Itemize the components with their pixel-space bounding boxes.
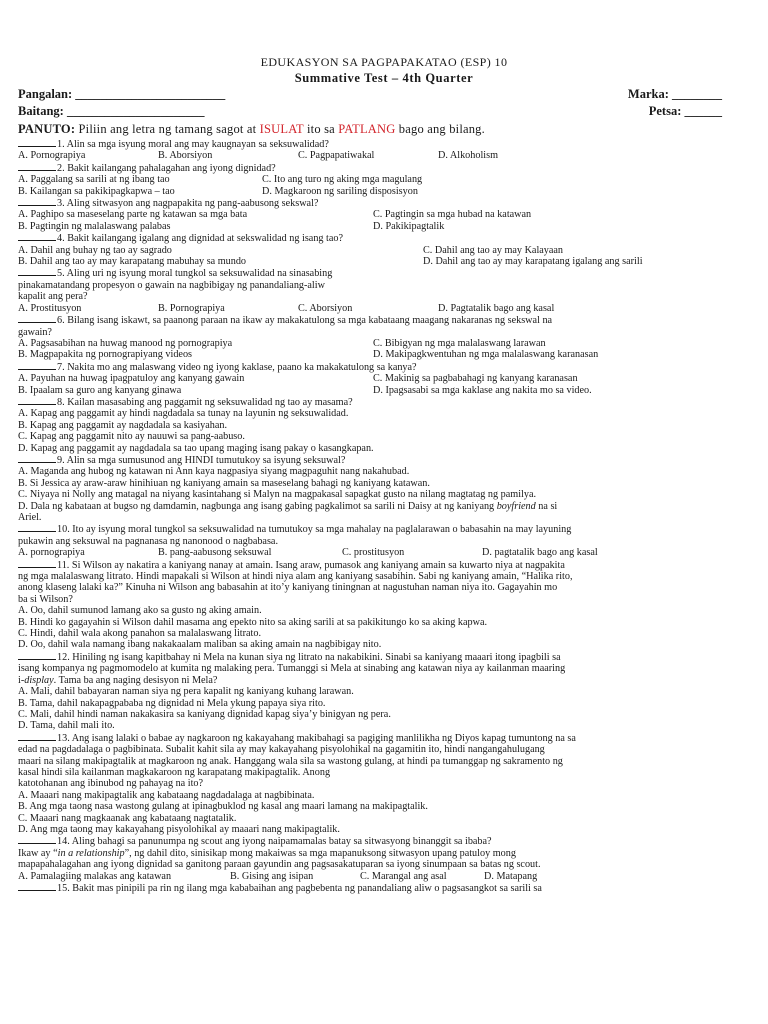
option: C. Pagpapatiwakal (298, 150, 375, 162)
option: D. Dala ng kabataan at bugso ng damdamin, nagbunga ang isang gabing pagkalimot sa sarili ni Daisy at ng kaniyang boyfriend na si (18, 500, 558, 512)
option: B. Si Jessica ay araw-araw hinihiuan ng kaniyang amain sa maseselang bahagi ng kaniyang katawan. (18, 477, 430, 489)
option: D. Oo, dahil wala namang ibang nakakaalam maliban sa aking amain na nagbibigay nito. (18, 639, 382, 651)
directions-lead: PANUTO: (18, 122, 76, 136)
option: A. Pagsasabihan na huwag manood ng pornograpiya (18, 337, 233, 349)
option: D. Magkaroon ng sariling disposisyon (262, 185, 418, 197)
option: B. Aborsiyon (158, 150, 213, 162)
question-2: 2. Bakit kailangang pahalagahan ang iyong dignidad? (18, 162, 750, 174)
score-field[interactable]: Marka: ________ (627, 87, 722, 101)
option: A. Dahil ang buhay ng tao ay sagrado (18, 244, 172, 256)
answer-blank[interactable] (18, 197, 56, 206)
answer-blank[interactable] (18, 559, 56, 568)
name-row (18, 86, 750, 103)
option: A. Mali, dahil babayaran naman siya ng pera kapalit ng kaniyang kuhang larawan. (18, 686, 354, 698)
option: B. Kailangan sa pakikipagkapwa – tao (18, 185, 175, 197)
option: C. Marangal ang asal (360, 870, 447, 882)
question-12: 12. Hiniling ng isang kapitbahay ni Mela na kunan siya ng litrato na nakabikini. Sinabi sa kaniyang maaari itong ipagbili sa (18, 651, 750, 663)
question-9: 9. Alin sa mga sumusunod ang HINDI tumutukoy sa isyung seksuwal? (18, 454, 750, 466)
answer-blank[interactable] (18, 267, 56, 276)
option: A. Kapag ang paggamit ay hindi nagdadala sa tunay na layunin ng seksuwalidad. (18, 408, 349, 420)
question-4: 4. Bakit kailangang igalang ang dignidad at sekswalidad ng isang tao? (18, 232, 750, 244)
option: B. Ang mga taong nasa wastong gulang at ipinagbuklod ng kasal ang maari lamang na makipagtalik. (18, 801, 428, 813)
option: C. Kapag ang paggamit nito ay nauuwi sa pang-aabuso. (18, 431, 245, 443)
option: A. Pamalagiing malakas ang katawan (18, 870, 172, 882)
directions: PANUTO: Piliin ang letra ng tamang sagot at ISULAT ito sa PATLANG bago ang bilang. (18, 122, 485, 136)
name-field[interactable]: Pangalan: ________________________ (18, 87, 226, 101)
option: D. Kapag ang paggamit ay nagdadala sa tao upang maging isang pakay o kasangkapan. (18, 442, 374, 454)
question-5: 5. Aling uri ng isyung moral tungkol sa seksuwalidad na sinasabing (18, 267, 750, 279)
answer-blank[interactable] (18, 314, 56, 323)
answer-blank[interactable] (18, 396, 56, 405)
option: B. Tama, dahil nakapagpababa ng dignidad ni Mela ykung papaya siya rito. (18, 697, 326, 709)
option: C. Dahil ang tao ay may Kalayaan (423, 244, 564, 256)
option: C. Mali, dahil hindi naman nakakasira sa kaniyang dignidad kapag siya’y binigyan ng pera. (18, 708, 391, 720)
worksheet-page: EDUKASYON SA PAGPAPAKATAO (ESP) 10 Summative Test – 4th Quarter Pangalan: ________________________ Marka: ________ Baitang: ______________________ Petsa: ______ PANUTO: Piliin ang letra ng tamang sagot at ISULAT ito sa PATLANG bago ang bilang. 1. Alin sa mga isyung moral ang may kaugnayan sa seksuwalidad? A. Pornograpiya B. Aborsiyon C. Pagpapatiwakal D. Alkoholism 2. Bakit kailangang pahalagahan ang iyong dignidad? A. Paggalang sa sarili at ng ibang tao C. Ito ang turo ng aking mga magulang B. Kailangan sa pakikipagkapwa – tao D. Magkaroon ng sariling disposisyon 3. Aling sitwasyon ang nagpapakita ng pang-aabusong sekswal? A. Paghipo sa maseselang parte ng katawan sa mga bata C. Pagtingin sa mga hubad na katawan B. Pagtingin ng malalaswang palabas D. Pakikipagtalik 4. Bakit kailangang igalang ang dignidad at sekswalidad ng isang tao? A. Dahil ang buhay ng tao ay sagrado C. Dahil ang tao ay may Kalayaan B. Dahil ang tao ay may karapatang mabuhay sa mundo D. Dahil ang tao ay may karapatang igalang ang sarili 5. Aling uri ng isyung moral tungkol sa seksuwalidad na sinasabing pinakamatandang propesyon o gawain na nagbibigay ng panandaliang-aliw kapalit ang pera? A. Prostitusyon B. Pornograpiya C. Aborsiyon D. Pagtatalik bago ang kasal 6. Bilang isang iskawt, sa paanong paraan na ikaw ay makakatulong sa mga kabataang maagang nakaranas ng sekswal na gawain? A. Pagsasabihan na huwag manood ng pornograpiya C. Bibigyan ng mga malalaswang larawan B. Magpapakita ng pornograpiyang videos D. Makipagkwentuhan ng mga malalaswang karanasan 7. Nakita mo ang malaswang video ng iyong kaklase, paano ka makakatulong sa kanya? A. Payuhan na huwag ipagpatuloy ang kanyang gawain C. Makinig sa pagbabahagi ng kanyang karanasan B. Ipaalam sa guro ang kanyang ginawa D. Ipagsasabi sa mga kaklase ang nakita mo sa video. 8. Kailan masasabing ang paggamit ng seksuwalidad ng tao ay masama? A. Kapag ang paggamit ay hindi nagdadala sa tunay na layunin ng seksuwalidad. B. Kapag ang paggamit ay nagdadala sa kasiyahan. C. Kapag ang paggamit nito ay nauuwi sa pang-aabuso. D. Kapag ang paggamit ay nagdadala sa tao upang maging isang pakay o kasangkapan. 9. Alin sa mga sumusunod ang HINDI tumutukoy sa isyung seksuwal? A. Maganda ang hubog ng katawan ni Ann kaya nagpasiya siyang magpaguhit nang nakahubad. B. Si Jessica ay araw-araw hinihiuan ng kaniyang amain sa maseselang bahagi ng kaniyang katawan. C. Niyaya ni Nolly ang matagal na niyang kasintahang si Malyn na magpakasal sapagkat gusto na nilang magtatag ng pamilya. D. Dala ng kabataan at bugso ng damdamin, nagbunga ang isang gabing pagkalimot sa sarili ni Daisy at ng kaniyang boyfriend na si Ariel. 10. Ito ay isyung moral tungkol sa seksuwalidad na tumutukoy sa mga mahalay na paglalarawan o babasahin na may layuning pukawin ang seksuwal na pagnanasa ng nanonood o nagbabasa. A. pornograpiya B. pang-aabusong seksuwal C. prostitusyon D. pagtatalik bago ang kasal 11. Si Wilson ay nakatira a kaniyang nanay at amain. Isang araw, pumasok ang kaniyang amain sa kuwarto niya at nagpakita ng mga malalaswang litrato. Hindi mapakali si Wilson at hindi niya alam ang kaniyang sasabihin. Sabi ng kaniyang amain, “Halika rito, anong klaseng lalaki ka?” Kinuha ni Wilson ang babasahin at ito’y kaniyang tiningnan at nagustuhan naman niya ito. Gagayahin mo ba si Wilson? A. Oo, dahil sumunod lamang ako sa gusto ng aking amain. B. Hindi ko gagayahin si Wilson dahil masama ang epekto nito sa aking sarili at sa pakikitungo ko sa aking kapwa. C. Hindi, dahil wala akong panahon sa malalaswang litrato. D. Oo, dahil wala namang ibang nakakaalam maliban sa aking amain na nagbibigay nito. 12. Hiniling ng isang kapitbahay ni Mela na kunan siya ng litrato na nakabikini. Sinabi sa kaniyang maaari itong ipagbili sa isang kompanya ng pagmomodelo at kumita ng malaking pera. Tumanggi si Mela at sinabing ang katawan niya ay kailanman maaring i-display. Tama ba ang naging desisyon ni Mela? A. Mali, dahil babayaran naman siya ng pera kapalit ng kaniyang kuhang larawan. B. Tama, dahil nakapagpababa ng dignidad ni Mela ykung papaya siya rito. C. Mali, dahil hindi naman nakakasira sa kaniyang dignidad kapag siya’y binigyan ng pera. D. Tama, dahil mali ito. 13. Ang isang lalaki o babae ay nagkaroon ng kakayahang makibahagi sa pagiging manlilikha ng Diyos kapag tumuntong na sa edad na pagdadalaga o pagbibinata. Subalit kahit sila ay may kakayahang pisyolohikal na gagamitin ito, hindi nangangahulugang maari na silang makipagtalik at magkaroon ng anak. Hanggang wala sila sa wastong gulang, at hindi pa tumanggap ng sakramento ng kasal hindi sila kailanman magkakaroon ng karapatang makipagtalik. Anong katotohanan ang ibinubod ng pahayag na ito? A. Maaari nang makipagtalik ang kabataang nagdadalaga at nagbibinata. B. Ang mga taong nasa wastong gulang at ipinagbuklod ng kasal ang maari lamang na makipagtalik. C. Maaari nang magkaanak ang kabataang nagtatalik. D. Ang mga taong may kakayahang pisyolohikal ay maaari nang makipagtalik. 14. Aling bahagi sa panunumpa ng scout ang iyong naipamamalas batay sa sitwasyong binanggit sa ibaba? Ikaw ay “in a relationship”, ng dahil dito, sinisikap mong makaiwas sa mga mapanuksong sitwasyon upang patuloy mong mapapahalagahan ang iyong dignidad sa ganitong paraan gayundin ang pagsasakatuparan sa iyong sinumpaan sa batas ng scout. A. Pamalagiing malakas ang katawan B. Gising ang isipan C. Marangal ang asal D. Matapang 15. Bakit mas pinipili pa rin ng ilang mga kababaihan ang pagbebenta ng panandaliang aliw o pagsasangkot sa sarili sa (0, 0, 768, 1024)
question-11: 11. Si Wilson ay nakatira a kaniyang nanay at amain. Isang araw, pumasok ang kaniyang amain sa kuwarto niya at nagpakita (18, 559, 750, 571)
option: A. Paghipo sa maseselang parte ng katawan sa mga bata (18, 209, 248, 221)
question-1: 1. Alin sa mga isyung moral ang may kaugnayan sa seksuwalidad? (18, 138, 750, 150)
question-8: 8. Kailan masasabing ang paggamit ng seksuwalidad ng tao ay masama? (18, 396, 750, 408)
question-15: 15. Bakit mas pinipili pa rin ng ilang mga kababaihan ang pagbebenta ng panandaliang aliw o pagsasangkot sa sarili sa (18, 882, 750, 894)
option: B. Pagtingin ng malalaswang palabas (18, 220, 171, 232)
answer-blank[interactable] (18, 162, 56, 171)
directions-patlang: PATLANG (338, 122, 396, 136)
answer-blank[interactable] (18, 732, 56, 741)
answer-blank[interactable] (18, 523, 56, 532)
option: B. Ipaalam sa guro ang kanyang ginawa (18, 384, 182, 396)
date-field[interactable]: Petsa: ______ (648, 104, 722, 118)
option: D. Makipagkwentuhan ng mga malalaswang karanasan (373, 349, 599, 361)
option: D. pagtatalik bago ang kasal (482, 547, 598, 559)
document-subtitle: Summative Test – 4th Quarter (294, 71, 474, 85)
option: A. Pornograpiya (18, 150, 86, 162)
directions-isulat: ISULAT (259, 122, 304, 136)
option: C. Ito ang turo ng aking mga magulang (262, 174, 423, 186)
option: A. Payuhan na huwag ipagpatuloy ang kanyang gawain (18, 373, 245, 385)
option: B. Hindi ko gagayahin si Wilson dahil masama ang epekto nito sa aking sarili at sa pakikitungo ko sa aking kapwa. (18, 616, 488, 628)
option: B. Dahil ang tao ay may karapatang mabuhay sa mundo (18, 256, 247, 268)
option: C. Hindi, dahil wala akong panahon sa malalaswang litrato. (18, 628, 262, 640)
answer-blank[interactable] (18, 882, 56, 891)
option: A. Oo, dahil sumunod lamang ako sa gusto ng aking amain. (18, 605, 262, 617)
option: B. Pornograpiya (158, 302, 225, 314)
option: D. Dahil ang tao ay may karapatang igalang ang sarili (423, 256, 643, 268)
option: A. Maganda ang hubog ng katawan ni Ann kaya nagpasiya siyang magpaguhit nang nakahubad. (18, 466, 410, 478)
answer-blank[interactable] (18, 232, 56, 241)
answer-blank[interactable] (18, 651, 56, 660)
option: C. Aborsiyon (298, 302, 353, 314)
option: D. Ipagsasabi sa mga kaklase ang nakita mo sa video. (373, 384, 592, 396)
option: B. pang-aabusong seksuwal (158, 547, 272, 559)
question-6: 6. Bilang isang iskawt, sa paanong paraan na ikaw ay makakatulong sa mga kabataang maagang nakaranas ng sekswal na (18, 314, 750, 326)
question-13: 13. Ang isang lalaki o babae ay nagkaroon ng kakayahang makibahagi sa pagiging manlilikha ng Diyos kapag tumuntong na sa (18, 732, 750, 744)
option: D. Matapang (484, 870, 538, 882)
grade-field[interactable]: Baitang: ______________________ (18, 104, 205, 118)
option: D. Ang mga taong may kakayahang pisyolohikal ay maaari nang makipagtalik. (18, 823, 340, 835)
option: A. pornograpiya (18, 547, 85, 559)
option: C. Makinig sa pagbabahagi ng kanyang karanasan (373, 373, 578, 385)
question-10: 10. Ito ay isyung moral tungkol sa seksuwalidad na tumutukoy sa mga mahalay na paglalarawan o babasahin na may layuning (18, 523, 750, 535)
document-title: EDUKASYON SA PAGPAPAKATAO (ESP) 10 (260, 55, 508, 69)
question-3: 3. Aling sitwasyon ang nagpapakita ng pang-aabusong sekswal? (18, 197, 750, 209)
option: C. Niyaya ni Nolly ang matagal na niyang kasintahang si Malyn na magpakasal sapagkat gusto na nilang magtatag ng pamilya. (18, 489, 537, 501)
option: D. Alkoholism (438, 150, 499, 162)
question-14: 14. Aling bahagi sa panunumpa ng scout ang iyong naipamamalas batay sa sitwasyong binanggit sa ibaba? (18, 835, 750, 847)
option: B. Magpapakita ng pornograpiyang videos (18, 349, 192, 361)
option: B. Gising ang isipan (230, 870, 314, 882)
option: D. Pagtatalik bago ang kasal (438, 302, 555, 314)
option: C. Bibigyan ng mga malalaswang larawan (373, 337, 546, 349)
option: C. Maaari nang magkaanak ang kabataang nagtatalik. (18, 812, 237, 824)
options-q1 (18, 150, 750, 161)
option: B. Kapag ang paggamit ay nagdadala sa kasiyahan. (18, 419, 228, 431)
option: C. prostitusyon (342, 547, 405, 559)
answer-blank[interactable] (18, 138, 56, 147)
answer-blank[interactable] (18, 361, 56, 370)
option: D. Pakikipagtalik (373, 220, 445, 232)
answer-blank[interactable] (18, 454, 56, 463)
option: A. Maaari nang makipagtalik ang kabataang nagdadalaga at nagbibinata. (18, 789, 315, 801)
grade-row (18, 103, 750, 120)
option: D. Tama, dahil mali ito. (18, 720, 115, 732)
option: A. Paggalang sa sarili at ng ibang tao (18, 174, 170, 186)
answer-blank[interactable] (18, 835, 56, 844)
option: C. Pagtingin sa mga hubad na katawan (373, 209, 532, 221)
question-7: 7. Nakita mo ang malaswang video ng iyong kaklase, paano ka makakatulong sa kanya? (18, 361, 750, 373)
option: A. Prostitusyon (18, 302, 82, 314)
